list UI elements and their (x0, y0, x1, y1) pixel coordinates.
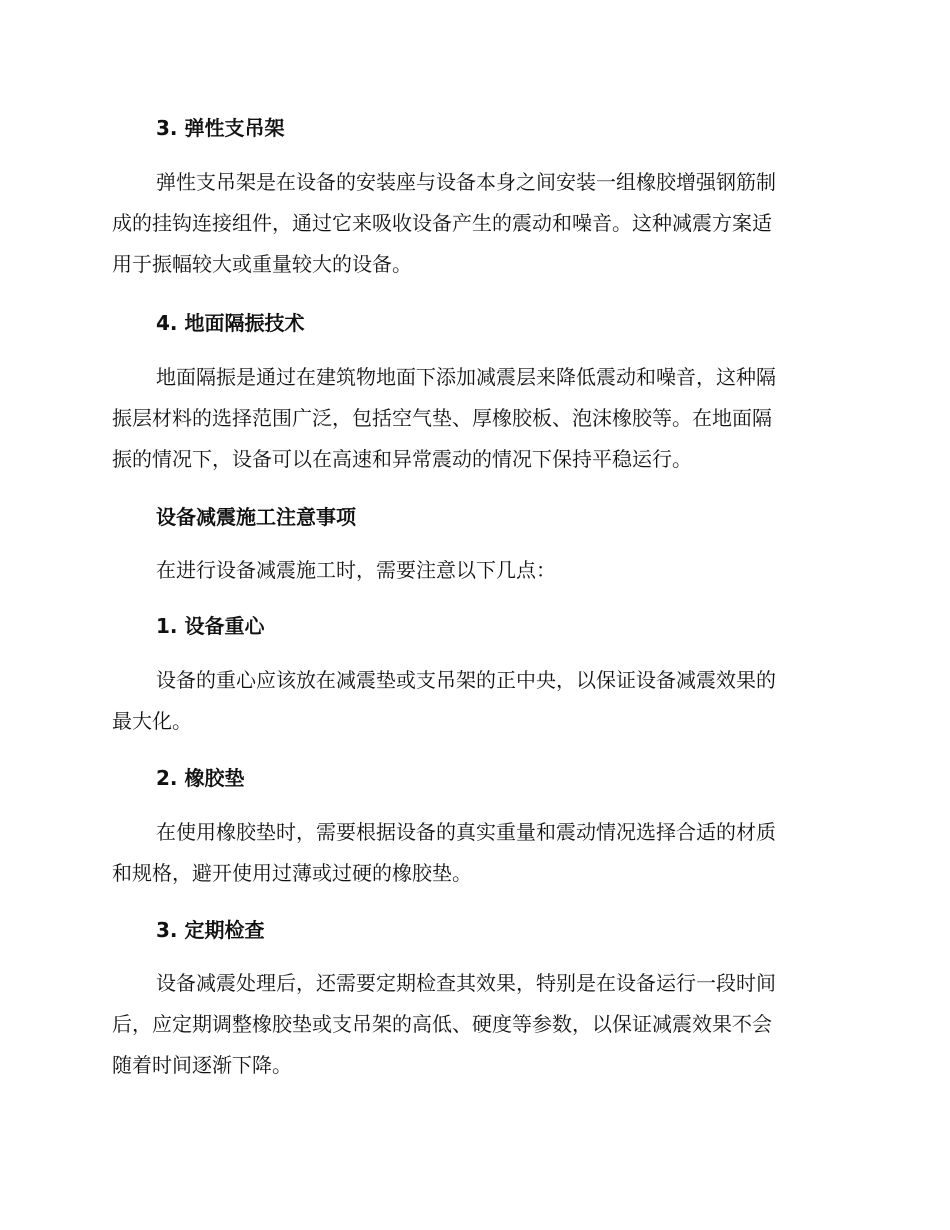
paragraph-regular-inspection (112, 963, 832, 1086)
section-heading-ground-isolation: 4. 地面隔振技术 (156, 311, 305, 335)
paragraph-ground-isolation (112, 357, 832, 480)
paragraph-line: 成的挂钩连接组件，通过它来吸收设备产生的震动和噪音。这种减震方案适 (112, 211, 772, 235)
section-heading-elastic-hanger: 3. 弹性支吊架 (156, 116, 285, 140)
paragraph-line: 设备减震处理后，还需要定期检查其效果，特别是在设备运行一段时间 (156, 971, 776, 995)
paragraph-line: 后，应定期调整橡胶垫或支吊架的高低、硬度等参数，以保证减震效果不会 (112, 1012, 772, 1036)
paragraph-construction-notes (112, 550, 832, 591)
paragraph-line: 设备的重心应该放在减震垫或支吊架的正中央，以保证设备减震效果的 (156, 668, 776, 692)
paragraph-line: 随着时间逐渐下降。 (112, 1053, 292, 1077)
section-heading-regular-inspection: 3. 定期检查 (156, 918, 265, 942)
section-heading-rubber-pad: 2. 橡胶垫 (156, 766, 245, 790)
section-heading-center-of-gravity: 1. 设备重心 (156, 614, 265, 638)
paragraph-rubber-pad (112, 812, 832, 894)
paragraph-line: 在进行设备减震施工时，需要注意以下几点： (156, 558, 556, 582)
paragraph-center-of-gravity (112, 660, 832, 742)
paragraph-line: 在使用橡胶垫时，需要根据设备的真实重量和震动情况选择合适的材质 (156, 820, 776, 844)
paragraph-line: 地面隔振是通过在建筑物地面下添加减震层来降低震动和噪音，这种隔 (156, 365, 776, 389)
section-heading-construction-notes: 设备减震施工注意事项 (156, 505, 356, 529)
paragraph-line: 用于振幅较大或重量较大的设备。 (112, 252, 412, 276)
paragraph-line: 最大化。 (112, 709, 192, 733)
paragraph-elastic-hanger (112, 162, 832, 285)
paragraph-line: 弹性支吊架是在设备的安装座与设备本身之间安装一组橡胶增强钢筋制 (156, 170, 776, 194)
paragraph-line: 和规格，避开使用过薄或过硬的橡胶垫。 (112, 861, 472, 885)
paragraph-line: 振的情况下，设备可以在高速和异常震动的情况下保持平稳运行。 (112, 447, 692, 471)
paragraph-line: 振层材料的选择范围广泛，包括空气垫、厚橡胶板、泡沫橡胶等。在地面隔 (112, 406, 772, 430)
